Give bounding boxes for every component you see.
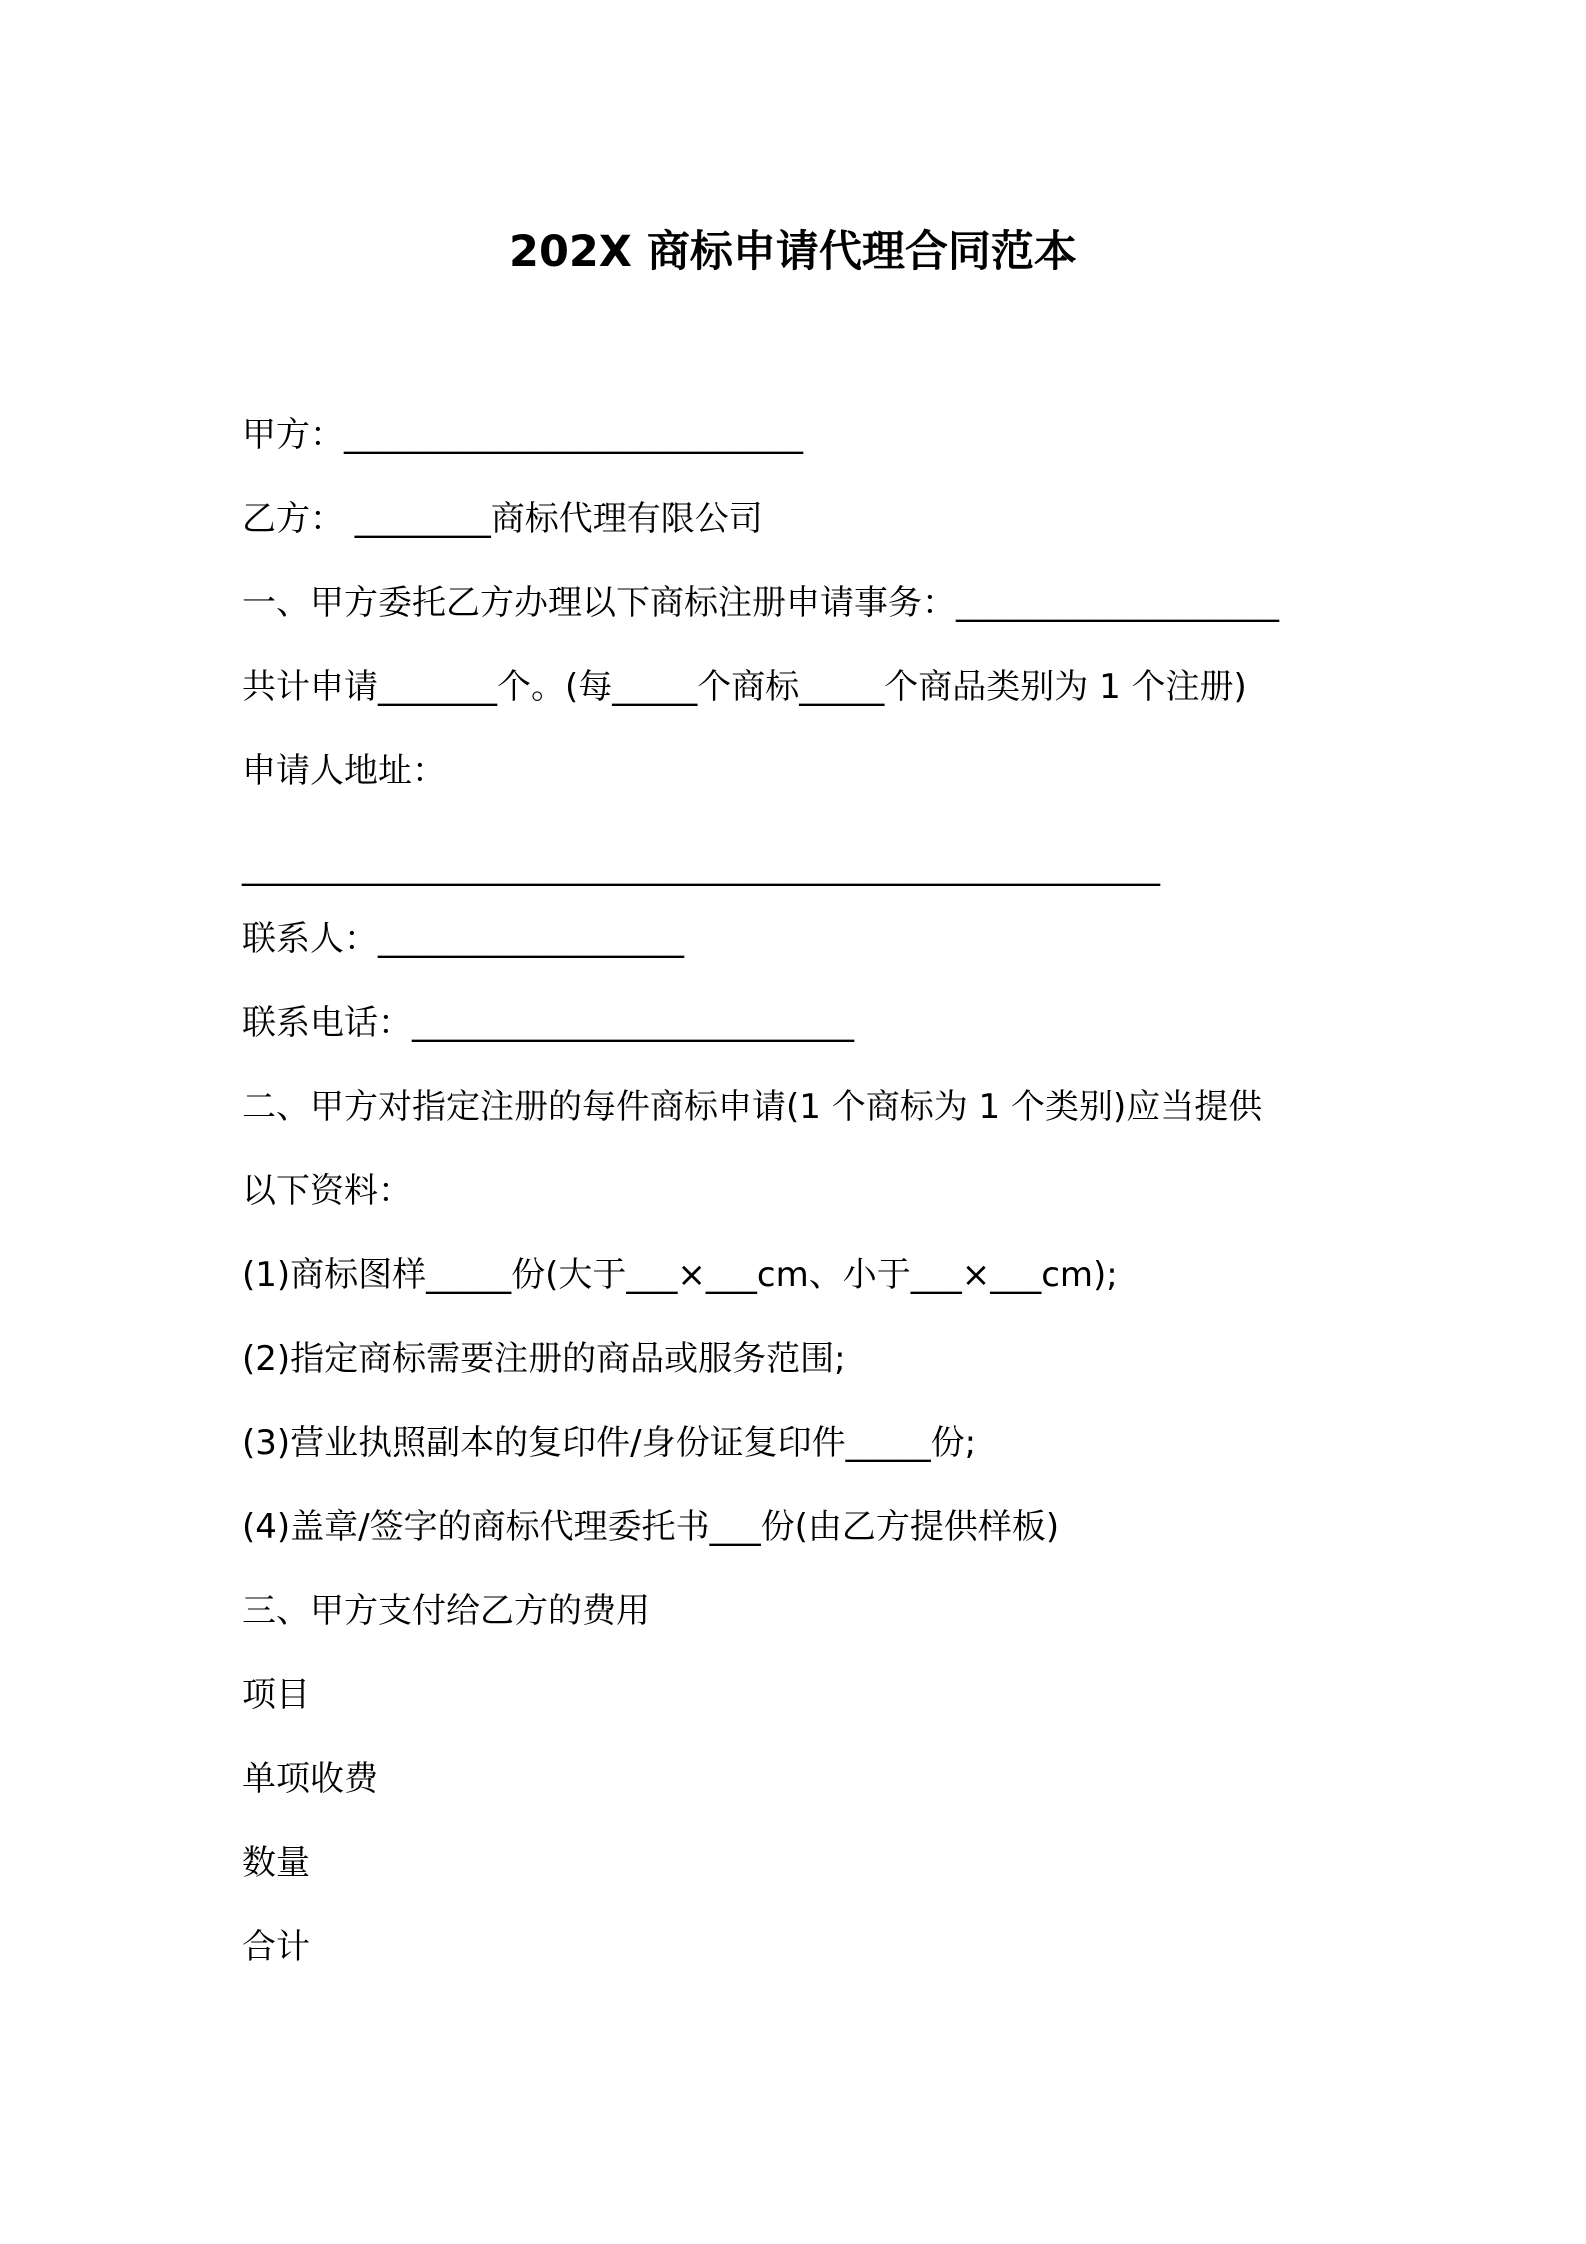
applicant-address-blank: ______________________________________________________ [242, 847, 1160, 887]
fee-total-label: 合计 [242, 1927, 310, 1967]
material-item-3: (3)营业执照副本的复印件/身份证复印件_____份; [242, 1423, 977, 1463]
contact-person-line: 联系人：__________________ [242, 919, 684, 959]
fee-unit-price-label: 单项收费 [242, 1759, 378, 1799]
application-count-line: 共计申请_______个。(每_____个商标_____个商品类别为 1 个注册) [242, 667, 1247, 707]
material-item-2: (2)指定商标需要注册的商品或服务范围; [242, 1339, 846, 1379]
party-a-line: 甲方：___________________________ [242, 415, 803, 455]
fee-quantity-label: 数量 [242, 1843, 310, 1883]
document-title: 202X 商标申请代理合同范本 [509, 227, 1077, 277]
applicant-address-label: 申请人地址： [242, 751, 446, 791]
clause-2-line: 二、甲方对指定注册的每件商标申请(1 个商标为 1 个类别)应当提供 [242, 1087, 1263, 1127]
clause-2-continued: 以下资料： [242, 1171, 412, 1211]
contact-phone-line: 联系电话：__________________________ [242, 1003, 854, 1043]
fee-item-label: 项目 [242, 1675, 310, 1715]
clause-3-line: 三、甲方支付给乙方的费用 [242, 1591, 650, 1631]
material-item-4: (4)盖章/签字的商标代理委托书___份(由乙方提供样板) [242, 1507, 1060, 1547]
material-item-1: (1)商标图样_____份(大于___×___cm、小于___×___cm); [242, 1255, 1118, 1295]
clause-1-line: 一、甲方委托乙方办理以下商标注册申请事务：___________________ [242, 583, 1279, 623]
party-b-line: 乙方： ________商标代理有限公司 [242, 499, 763, 539]
